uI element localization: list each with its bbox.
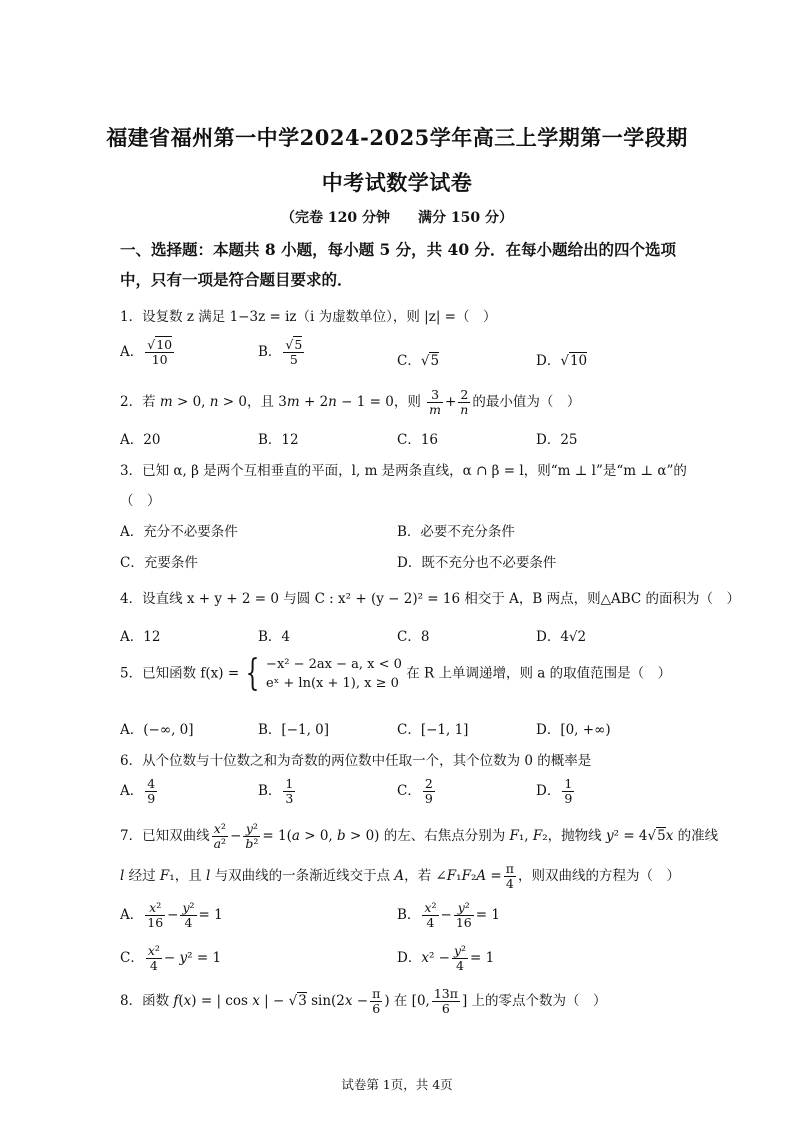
question-4-option-d: D．4√2 — [536, 629, 587, 645]
question-6-option-b: B． $\frac{1}{3}$ — [258, 776, 294, 806]
question-3-option-d: D．既不充分也不必要条件 — [397, 555, 557, 571]
fraction: $\frac{√5}{5}$ — [285, 337, 303, 367]
question-6-option-d: D． $\frac{1}{9}$ — [536, 776, 573, 806]
fraction: $\frac{3}{m}$ — [429, 387, 441, 417]
case-2: eˣ + ln(x + 1), x ≥ 0 — [266, 676, 399, 691]
question-6-stem: 6．从个位数与十位数之和为奇数的两位数中任取一个，其个位数为 0 的概率是 — [120, 753, 592, 769]
question-2-option-c: C．16 — [397, 432, 439, 448]
section-heading-line1: 一、选择题：本题共 8 小题，每小题 5 分，共 40 分．在每小题给出的四个选项 — [120, 240, 677, 259]
question-4-option-b: B．4 — [258, 629, 291, 645]
question-7-option-c: C． $\frac{\text{x²}}{4}$ − y² = 1 — [120, 943, 222, 973]
left-brace: { — [245, 653, 260, 694]
piecewise-cases — [266, 655, 402, 693]
question-7-stem: 7．已知双曲线 $\frac{\text{x²}}{\text{a²}}$ − $\frac{\text{y²}}{\text{b²}}$ = 1(a > 0, b > 0) 的左、右焦点分别为 F₁, F₂，抛物线 y² = 4√5x 的准线 — [120, 821, 719, 851]
question-5-option-d: D．[0, +∞) — [536, 722, 611, 738]
question-4-option-a: A．12 — [120, 629, 161, 645]
question-3-option-a: A．充分不必要条件 — [120, 524, 238, 540]
question-5-option-a: A．(−∞, 0] — [120, 722, 194, 738]
question-6-option-c: C． $\frac{2}{9}$ — [397, 776, 433, 806]
question-2-option-d: D．25 — [536, 432, 578, 448]
question-4-option-c: C．8 — [397, 629, 430, 645]
question-1-option-b — [258, 338, 306, 367]
question-5-option-b: B．[−1, 0] — [258, 722, 330, 738]
exam-note: （完卷 120 分钟 满分 150 分） — [281, 210, 513, 226]
question-5-option-c: C．[−1, 1] — [397, 722, 469, 738]
fraction: $\frac{√10}{10}$ — [147, 337, 173, 367]
question-1-option-a — [120, 338, 176, 367]
question-1-option-d: D．√10 — [536, 353, 588, 369]
question-3-option-b: B．必要不充分条件 — [397, 524, 515, 540]
question-4-stem: 4．设直线 x + y + 2 = 0 与圆 C : x² + (y − 2)² = 16 相交于 A，B 两点，则△ABC 的面积为（ ） — [120, 591, 741, 607]
question-7-stem-cont: l 经过 F₁，且 l 与双曲线的一条渐近线交于点 A，若 ∠F₁F₂A = $\frac{\pi}{4}$ ，则双曲线的方程为（ ） — [120, 861, 680, 891]
question-5-stem — [120, 655, 671, 693]
page-title-line1: 福建省福州第一中学2024-2025学年高三上学期第一学段期 — [106, 125, 688, 150]
question-7-option-d: D．x² − $\frac{\text{y²}}{4}$ = 1 — [397, 943, 495, 973]
question-2-option-b: B．12 — [258, 432, 299, 448]
question-5-stem-post: 在 R 上单调递增，则 a 的取值范围是（ ） — [406, 665, 672, 682]
question-8-stem: 8．函数 f(x) = | cos x | − √3 sin(2x − $\frac{\pi}{6}$ ) 在 [0, $\frac{13\pi}{6}$ ] 上的零点个数为（ ） — [120, 986, 607, 1016]
question-3-stem-cont: （ ） — [120, 493, 161, 509]
question-3-stem: 3．已知 α, β 是两个互相垂直的平面，l, m 是两条直线，α ∩ β = l，则“m ⊥ l”是“m ⊥ α”的 — [120, 463, 687, 479]
question-7-option-b: B． $\frac{\text{x²}}{4}$ − $\frac{\text{y²}}{16}$ = 1 — [397, 900, 500, 930]
question-1-stem: 1．设复数 z 满足 1−3z = iz（i 为虚数单位），则 |z| =（ ） — [120, 309, 497, 325]
question-3-option-c: C．充要条件 — [120, 555, 198, 571]
case-1: −x² − 2ax − a, x < 0 — [266, 657, 402, 672]
question-6-option-a: A． $\frac{4}{9}$ — [120, 776, 156, 806]
option-letter: B． — [258, 343, 282, 360]
question-2-option-a: A．20 — [120, 432, 161, 448]
question-5-stem-pre: 5．已知函数 f(x) = — [120, 665, 240, 682]
question-1-option-c: C．√5 — [397, 353, 440, 369]
page-title-line2: 中考试数学试卷 — [321, 170, 473, 195]
question-2-stem: 2．若 m > 0, n > 0，且 3m + 2n − 1 = 0，则 $\frac{3}{m}$ + $\frac{2}{n}$ 的最小值为（ ） — [120, 387, 581, 417]
question-7-option-a: A． $\frac{\text{x²}}{16}$ − $\frac{\text{y²}}{4}$ = 1 — [120, 900, 223, 930]
page-footer: 试卷第 1页，共 4页 — [341, 1077, 453, 1092]
fraction: $\frac{2}{n}$ — [460, 387, 469, 417]
section-heading-line2: 中，只有一项是符合题目要求的． — [120, 270, 353, 289]
option-letter: A． — [120, 343, 144, 360]
